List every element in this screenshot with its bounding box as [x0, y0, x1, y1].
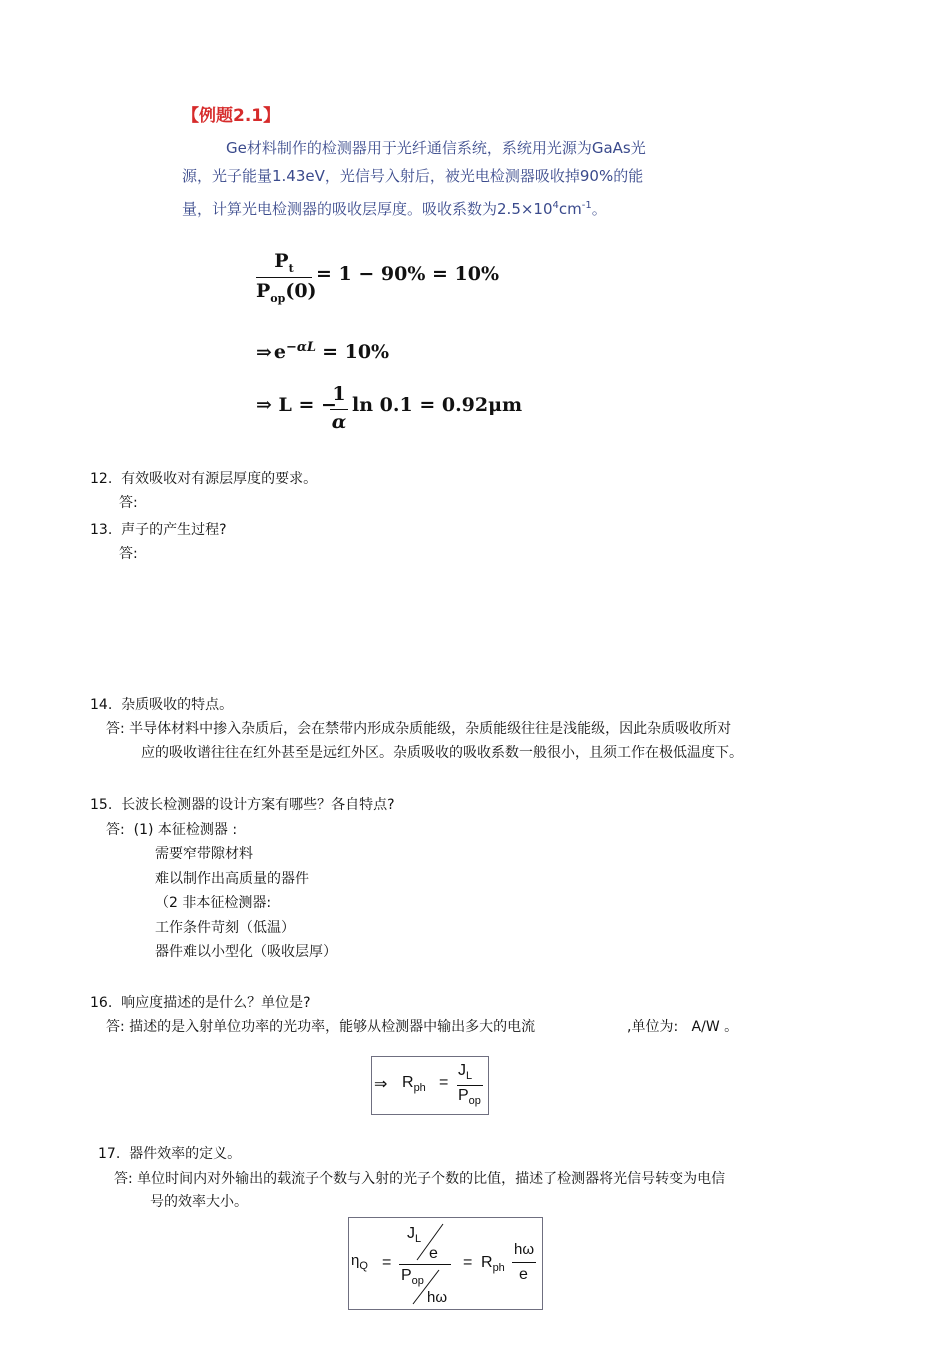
example-line-2: 源，光子能量1.43eV，光信号入射后，被光电检测器吸收掉90%的能 — [182, 167, 644, 185]
answer-15-sub-1: 需要窄带隙材料 — [155, 846, 253, 862]
question-17: 17. 器件效率的定义。 — [98, 1146, 242, 1162]
example-title: 【例题2.1】 — [182, 106, 281, 126]
answer-13: 答: — [119, 546, 138, 562]
answer-15-item-2: （2 非本征检测器: — [155, 895, 272, 911]
slash-icon — [415, 1222, 445, 1262]
answer-17-line-1: 答: 单位时间内对外输出的载流子个数与入射的光子个数的比值，描述了检测器将光信号转变为电信 — [114, 1171, 726, 1187]
example-line-1: Ge材料制作的检测器用于光纤通信系统，系统用光源为GaAs光 — [226, 139, 646, 157]
question-16: 16. 响应度描述的是什么？单位是? — [90, 995, 311, 1011]
question-15: 15. 长波长检测器的设计方案有哪些？各自特点? — [90, 797, 395, 813]
answer-15-sub-4: 器件难以小型化（吸收层厚） — [155, 944, 337, 960]
quantum-efficiency-formula: $\eta_Q$ = $J_L$ e $P_{op}$ hω = $R_{ph}$ hω e — [348, 1217, 543, 1310]
answer-16: 答: 描述的是入射单位功率的光功率，能够从检测器中输出多大的电流 — [106, 1019, 536, 1035]
slash-icon — [411, 1268, 441, 1306]
question-13: 13. 声子的产生过程? — [90, 522, 227, 538]
answer-15-item-1: 答: (1) 本征检测器 : — [106, 822, 238, 838]
answer-15-sub-3: 工作条件苛刻（低温） — [155, 920, 295, 936]
formula-exponential: ⇒ $e^{-\alpha L} = 10\%$ — [256, 340, 390, 364]
answer-14-line-2: 应的吸收谱往往在红外甚至是远红外区。杂质吸收的吸收系数一般很小，且须工作在极低温度下。 — [141, 745, 743, 761]
question-12: 12. 有效吸收对有源层厚度的要求。 — [90, 471, 318, 487]
question-14: 14. 杂质吸收的特点。 — [90, 697, 234, 713]
answer-16-unit: ,单位为: A/W 。 — [627, 1019, 739, 1035]
answer-12: 答: — [119, 495, 138, 511]
answer-17-line-2: 号的效率大小。 — [150, 1194, 248, 1210]
example-line-3: 量，计算光电检测器的吸收层厚度。吸收系数为$2.5\times 10^4cm^{-1}$。 — [182, 200, 607, 218]
answer-15-sub-2: 难以制作出高质量的器件 — [155, 871, 309, 887]
responsivity-formula: ⇒ $R_{ph}$ = $J_L$ $P_{op}$ — [371, 1056, 489, 1115]
answer-14-line-1: 答: 半导体材料中掺入杂质后，会在禁带内形成杂质能级，杂质能级往往是浅能级，因此杂质吸收所对 — [106, 721, 732, 737]
